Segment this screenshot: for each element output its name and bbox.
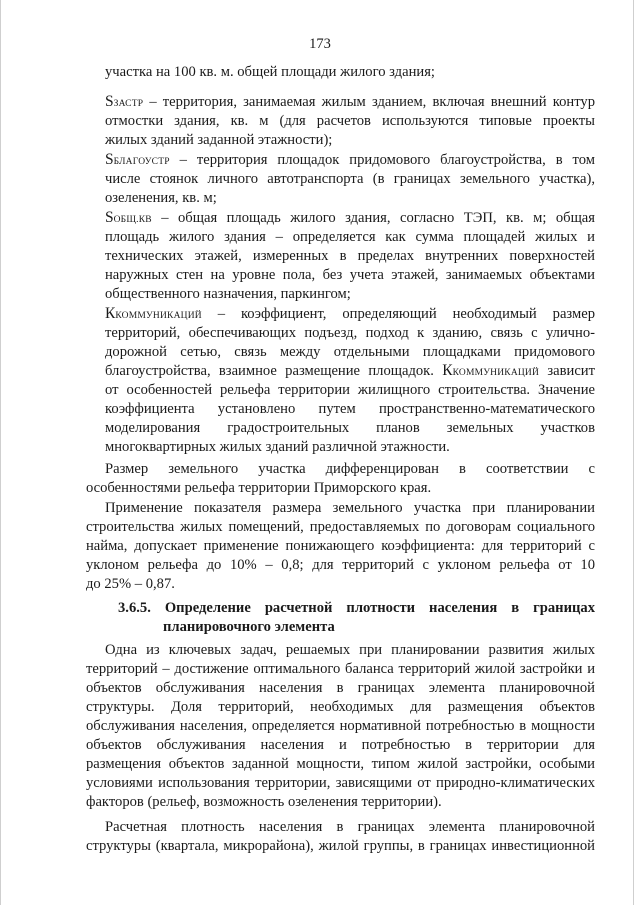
- text-line: обслуживания населения, определяется нормативной потребностью в мощности: [86, 718, 595, 734]
- text-line: коэффициента установлено путем пространственно-математического: [105, 401, 595, 417]
- text-line: общественного назначения, паркингом;: [105, 286, 351, 302]
- text-line: отмостки здания, кв. м (для расчетов используются типовые проекты: [105, 113, 595, 129]
- text-line: от особенностей рельефа территории жилищного строительства. Значение: [105, 382, 595, 398]
- text-line: благоустройства, взаимное размещение площадок. ККОММУНИКАЦИЙ зависит: [105, 362, 595, 379]
- text-line: дорожной сетью, связь между отдельными площадками придомового: [105, 344, 595, 360]
- text-line: площадь жилого здания – определяется как сумма площадей жилых и: [105, 229, 595, 245]
- text-line: условиями использования территории, зависящими от природно-климатических: [86, 775, 595, 791]
- text-line: структуры. Доля территорий, необходимых для размещения объектов: [86, 699, 595, 715]
- text-line: территорий – достижение оптимального баланса территорий жилой застройки и: [86, 661, 595, 677]
- page-number: 173: [309, 36, 331, 52]
- text-line: технических этажей, измеренных в пределах внутренних поверхностей: [105, 248, 595, 264]
- text-line: Расчетная плотность населения в границах элемента планировочной: [105, 819, 595, 835]
- definition-k-kommunikatsiy: ККОММУНИКАЦИЙ – коэффициент, определяющий необходимый размер: [105, 305, 595, 322]
- text-line: территорий, обеспечивающих подъезд, подход к зданию, связь с улично-: [105, 325, 595, 341]
- text-line: жилых зданий заданной этажности);: [105, 132, 333, 148]
- text-line: Одна из ключевых задач, решаемых при планировании развития жилых: [105, 642, 595, 658]
- text-line: участка на 100 кв. м. общей площади жилого здания;: [105, 64, 435, 80]
- section-heading-line-2: планировочного элемента: [163, 619, 335, 635]
- text-line: Размер земельного участка дифференцирован в соответствии с: [105, 461, 595, 477]
- text-line: структуры (квартала, микрорайона), жилой группы, в границах инвестиционной: [86, 838, 595, 854]
- text-line: моделирования градостроительных планов земельных участков: [105, 420, 595, 436]
- text-line: особенностями рельефа территории Приморского края.: [86, 480, 432, 496]
- definition-s-obsh-kv: SОБЩ.КВ – общая площадь жилого здания, согласно ТЭП, кв. м; общая: [105, 209, 595, 226]
- text-line: объектов обслуживания населения и потребностью в территории для: [86, 737, 595, 753]
- text-line: факторов (рельеф, возможность озеленения территории).: [86, 794, 442, 810]
- definition-s-zastr: SЗАСТР – территория, занимаемая жилым зданием, включая внешний контур: [105, 93, 595, 110]
- page-left-edge: [0, 0, 1, 905]
- definition-s-blagoustr: SБЛАГОУСТР – территория площадок придомового благоустройства, в том: [105, 151, 595, 168]
- text-line: объектов обслуживания населения в границах элемента планировочной: [86, 680, 595, 696]
- text-line: озеленения, кв. м;: [105, 190, 217, 206]
- text-line: многоквартирных жилых зданий различной этажности.: [105, 439, 450, 455]
- text-line: найма, допускает применение понижающего коэффициента: для территорий с: [86, 538, 595, 554]
- section-heading: 3.6.5. Определение расчетной плотности населения в границах: [118, 600, 595, 616]
- text-line: уклоном рельефа до 10% – 0,8; для территорий с уклоном рельефа от 10: [86, 557, 595, 573]
- text-line: размещения объектов заданной мощности, типом жилой застройки, особыми: [86, 756, 595, 772]
- text-line: Применение показателя размера земельного участка при планировании: [105, 500, 595, 516]
- text-line: наружных стен на уровне пола, без учета этажей, занимаемых объектами: [105, 267, 595, 283]
- page-right-edge: [633, 0, 634, 905]
- text-line: до 25% – 0,87.: [86, 576, 175, 592]
- text-line: строительства жилых помещений, предоставляемых по договорам социального: [86, 519, 595, 535]
- text-line: числе стоянок личного автотранспорта (в границах земельного участка),: [105, 171, 595, 187]
